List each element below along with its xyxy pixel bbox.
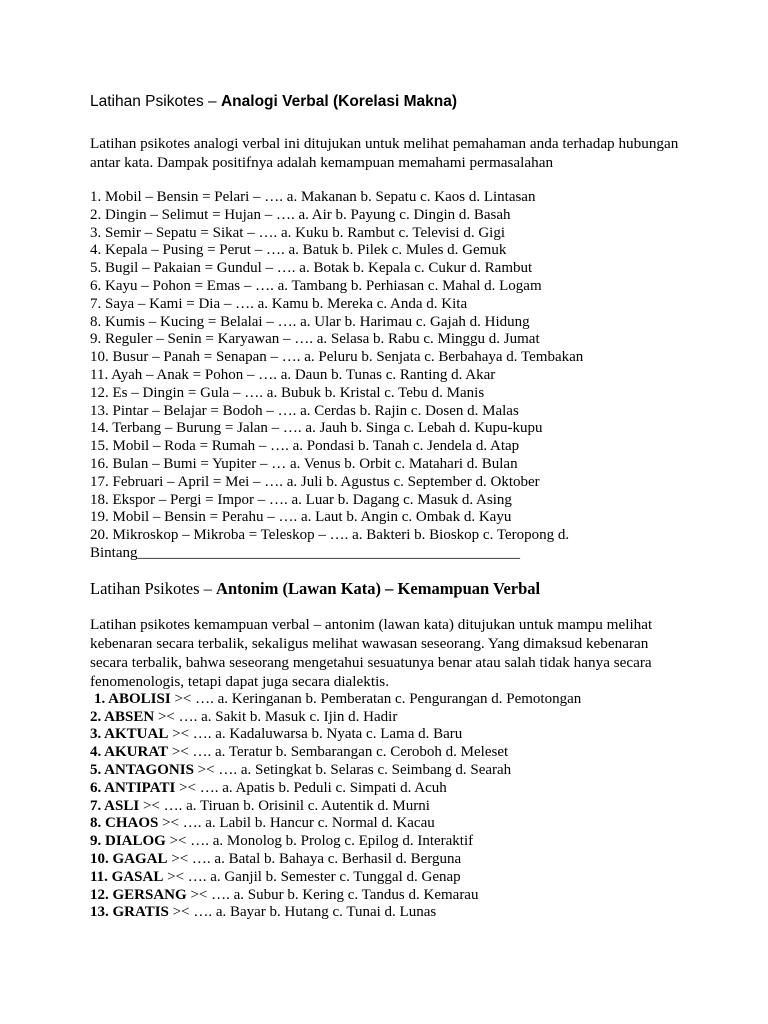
answer-options: >< …. a. Labil b. Hancur c. Normal d. Kacau — [158, 815, 435, 832]
answer-options: >< …. a. Tiruan b. Orisinil c. Autentik d. Murni — [139, 797, 430, 814]
list-item: 7. Saya – Kami = Dia – …. a. Kamu b. Mereka c. Anda d. Kita — [90, 295, 468, 312]
answer-options: >< …. a. Monolog b. Prolog c. Epilog d. Interaktif — [165, 833, 474, 850]
list-item: 6. Kayu – Pohon = Emas – …. a. Tambang b. Perhiasan c. Mahal d. Logam — [90, 277, 542, 294]
list-item — [90, 833, 768, 851]
list-item-continuation: Bintang___________________________________________________ — [90, 544, 520, 561]
list-item — [90, 726, 768, 744]
question-word: 5. ANTAGONIS — [90, 761, 194, 778]
list-item — [90, 780, 768, 798]
question-word: 6. ANTIPATI — [90, 779, 176, 796]
list-item: 5. Bugil – Pakaian = Gundul – …. a. Botak b. Kepala c. Cukur d. Rambut — [90, 260, 533, 277]
section1-list — [90, 189, 768, 563]
section1-title — [90, 90, 768, 114]
question-word: 3. AKTUAL — [90, 726, 169, 743]
section1-title-prefix: Latihan Psikotes – — [90, 93, 221, 110]
answer-options: >< …. a. Kadaluwarsa b. Nyata c. Lama d. Baru — [168, 726, 463, 743]
answer-options: >< …. a. Batal b. Bahaya c. Berhasil d. Berguna — [167, 850, 462, 867]
list-item: 3. Semir – Sepatu = Sikat – …. a. Kuku b. Rambut c. Televisi d. Gigi — [90, 224, 506, 241]
answer-options: >< …. a. Setingkat b. Selaras c. Seimbang d. Searah — [193, 761, 512, 778]
question-word: 7. ASLI — [90, 797, 140, 814]
answer-options: >< …. a. Subur b. Kering c. Tandus d. Kemarau — [186, 886, 479, 903]
list-item: 8. Kumis – Kucing = Belalai – …. a. Ular b. Harimau c. Gajah d. Hidung — [90, 313, 530, 330]
list-item: 15. Mobil – Roda = Rumah – …. a. Pondasi b. Tanah c. Jendela d. Atap — [90, 438, 520, 455]
list-item — [90, 904, 768, 922]
list-item — [90, 887, 768, 905]
question-word: 12. GERSANG — [90, 886, 187, 903]
section1-title-bold: Analogi Verbal (Korelasi Makna) — [220, 93, 457, 110]
section2-list — [90, 691, 768, 922]
question-word: 9. DIALOG — [90, 833, 166, 850]
question-word: 8. CHAOS — [90, 815, 159, 832]
question-word: 1. ABOLISI — [94, 690, 171, 707]
question-word: 13. GRATIS — [90, 904, 169, 921]
answer-options: >< …. a. Sakit b. Masuk c. Ijin d. Hadir — [154, 708, 398, 725]
list-item — [90, 709, 768, 727]
answer-options: >< …. a. Bayar b. Hutang c. Tunai d. Lunas — [168, 904, 437, 921]
list-item — [90, 762, 768, 780]
list-item: 13. Pintar – Belajar = Bodoh – …. a. Cerdas b. Rajin c. Dosen d. Malas — [90, 402, 519, 419]
list-item: 2. Dingin – Selimut = Hujan – …. a. Air b. Payung c. Dingin d. Basah — [90, 206, 511, 223]
answer-options: >< …. a. Ganjil b. Semester c. Tunggal d. Genap — [163, 868, 461, 885]
question-word: 4. AKURAT — [90, 744, 169, 761]
list-item: 14. Terbang – Burung = Jalan – …. a. Jauh b. Singa c. Lebah d. Kupu-kupu — [90, 420, 543, 437]
list-item: 1. Mobil – Bensin = Pelari – …. a. Makanan b. Sepatu c. Kaos d. Lintasan — [90, 189, 536, 205]
section2-title-bold: Antonim (Lawan Kata) – Kemampuan Verbal — [216, 578, 541, 598]
list-item — [90, 691, 768, 709]
answer-options: >< …. a. Apatis b. Peduli c. Simpati d. Acuh — [175, 779, 447, 796]
question-word: 10. GAGAL — [90, 850, 168, 867]
answer-options: >< …. a. Keringanan b. Pemberatan c. Pengurangan d. Pemotongan — [170, 690, 582, 707]
section1-intro: Latihan psikotes analogi verbal ini ditujukan untuk melihat pemahaman anda terhadap hubungan antar kata. Dampak positifnya adalah kemampuan memahami permasalahan — [90, 135, 679, 171]
answer-options: >< …. a. Teratur b. Sembarangan c. Ceroboh d. Meleset — [168, 744, 509, 761]
list-item — [90, 869, 768, 887]
list-item: 20. Mikroskop – Mikroba = Teleskop – …. a. Bakteri b. Bioskop c. Teropong d. — [90, 527, 570, 544]
list-item: 10. Busur – Panah = Senapan – …. a. Peluru b. Senjata c. Berbahaya d. Tembakan — [90, 349, 584, 366]
list-item: 11. Ayah – Anak = Pohon – …. a. Daun b. Tunas c. Ranting d. Akar — [90, 366, 496, 383]
section2-title — [90, 577, 768, 601]
question-word: 2. ABSEN — [90, 708, 155, 725]
list-item: 17. Februari – April = Mei – …. a. Juli b. Agustus c. September d. Oktober — [90, 473, 540, 490]
list-item — [90, 851, 768, 869]
list-item: 9. Reguler – Senin = Karyawan – …. a. Selasa b. Rabu c. Minggu d. Jumat — [90, 331, 540, 348]
list-item: 4. Kepala – Pusing = Perut – …. a. Batuk b. Pilek c. Mules d. Gemuk — [90, 242, 507, 259]
list-item: 18. Ekspor – Pergi = Impor – …. a. Luar b. Dagang c. Masuk d. Asing — [90, 491, 512, 508]
list-item: 12. Es – Dingin = Gula – …. a. Bubuk b. Kristal c. Tebu d. Manis — [90, 384, 485, 401]
section2-intro: Latihan psikotes kemampuan verbal – antonim (lawan kata) ditujukan untuk mampu melihat kebenaran secara terbalik, sekaligus melihat wawasan seseorang. Yang dimaksud kebenaran secara terbalik, bahwa seseorang mengetahui sesuatunya benar atau salah tidak hanya secara fenomenologis, tetapi dapat juga secara dialektis. — [90, 615, 653, 690]
section2-title-prefix: Latihan Psikotes – — [90, 578, 217, 598]
list-item — [90, 798, 768, 816]
list-item — [90, 815, 768, 833]
question-word: 11. GASAL — [90, 868, 164, 885]
list-item: 16. Bulan – Bumi = Yupiter – … a. Venus b. Orbit c. Matahari d. Bulan — [90, 455, 518, 472]
list-item — [90, 744, 768, 762]
list-item: 19. Mobil – Bensin = Perahu – …. a. Laut b. Angin c. Ombak d. Kayu — [90, 509, 512, 526]
